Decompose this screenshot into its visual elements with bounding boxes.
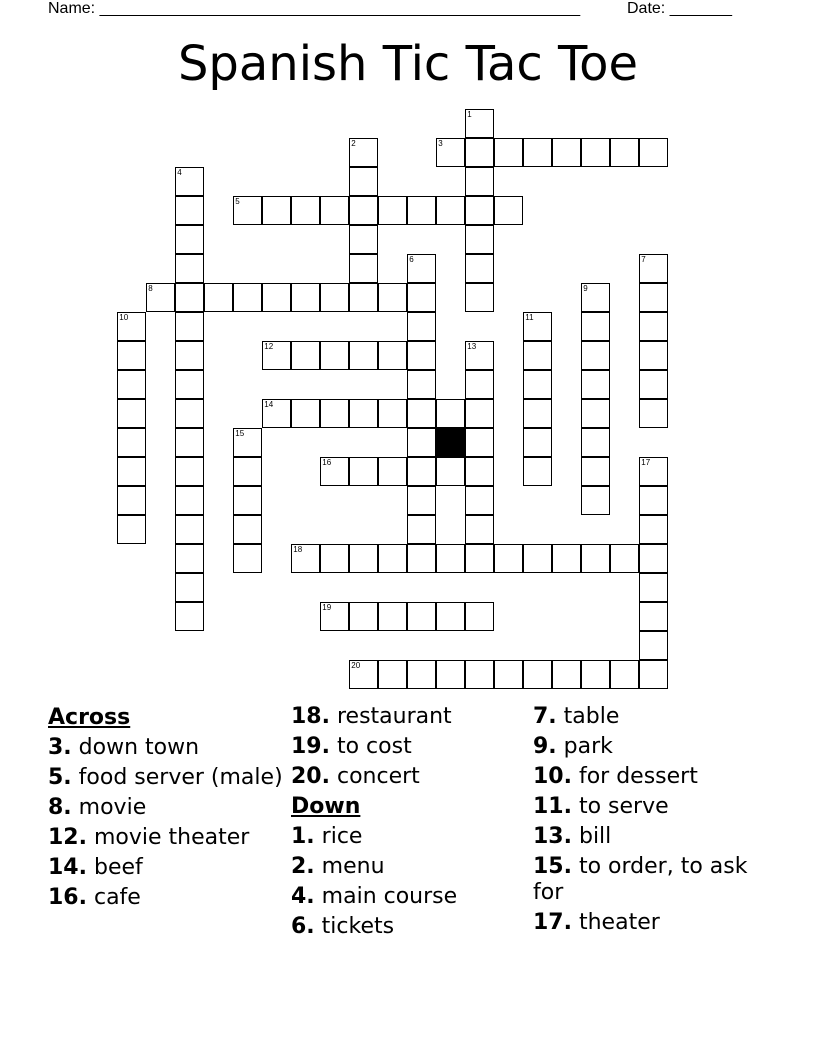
grid-cell[interactable] <box>117 428 146 457</box>
clue-number-label: 13. <box>533 824 572 849</box>
grid-cell[interactable] <box>175 515 204 544</box>
grid-cell[interactable] <box>291 544 320 573</box>
grid-cell[interactable] <box>465 428 494 457</box>
clue-number: 5 <box>235 197 240 207</box>
clue-column-1 <box>48 704 288 915</box>
grid-cell[interactable] <box>233 196 262 225</box>
grid-cell[interactable] <box>436 138 465 167</box>
grid-cell[interactable] <box>349 341 378 370</box>
grid-cell[interactable] <box>639 399 668 428</box>
grid-cell[interactable] <box>262 283 291 312</box>
grid-cell[interactable] <box>639 370 668 399</box>
clue-text: tickets <box>314 914 395 939</box>
grid-cell[interactable] <box>465 660 494 689</box>
grid-cell[interactable] <box>349 254 378 283</box>
grid-cell[interactable] <box>639 283 668 312</box>
grid-cell[interactable] <box>610 544 639 573</box>
grid-cell[interactable] <box>465 138 494 167</box>
grid-cell[interactable] <box>175 341 204 370</box>
clue-number-label: 7. <box>533 704 557 729</box>
clue-number: 12 <box>264 342 274 352</box>
clue-number-label: 2. <box>291 854 315 879</box>
grid-cell[interactable] <box>465 515 494 544</box>
clue-down-item <box>291 884 531 910</box>
clue-number: 17 <box>641 458 651 468</box>
clue-number-label: 1. <box>291 824 315 849</box>
grid-cell[interactable] <box>552 544 581 573</box>
grid-cell[interactable] <box>349 544 378 573</box>
grid-cell[interactable] <box>639 312 668 341</box>
grid-cell[interactable] <box>465 399 494 428</box>
grid-cell[interactable] <box>349 196 378 225</box>
clue-text: to order, to ask for <box>533 854 748 905</box>
clue-number: 2 <box>351 139 356 149</box>
grid-cell[interactable] <box>436 660 465 689</box>
grid-cell[interactable] <box>349 138 378 167</box>
grid-cell[interactable] <box>320 399 349 428</box>
grid-cell[interactable] <box>175 486 204 515</box>
grid-cell[interactable] <box>465 602 494 631</box>
black-cell <box>436 428 465 457</box>
clue-column-2 <box>291 704 531 944</box>
grid-cell[interactable] <box>581 486 610 515</box>
grid-cell[interactable] <box>262 196 291 225</box>
clue-across-item <box>48 885 288 911</box>
grid-cell[interactable] <box>639 254 668 283</box>
grid-cell[interactable] <box>407 399 436 428</box>
grid-cell[interactable] <box>291 196 320 225</box>
clue-number-label: 16. <box>48 885 87 910</box>
clue-across-item <box>48 855 288 881</box>
grid-cell[interactable] <box>349 167 378 196</box>
grid-cell[interactable] <box>291 283 320 312</box>
clue-number: 14 <box>264 400 274 410</box>
grid-cell[interactable] <box>175 254 204 283</box>
grid-cell[interactable] <box>175 399 204 428</box>
clue-number: 9 <box>583 284 588 294</box>
grid-cell[interactable] <box>639 573 668 602</box>
clue-across-item <box>291 734 531 760</box>
clue-across-item <box>48 825 288 851</box>
clue-number-label: 6. <box>291 914 315 939</box>
grid-cell[interactable] <box>233 457 262 486</box>
grid-cell[interactable] <box>175 167 204 196</box>
clue-text: bill <box>571 824 612 849</box>
grid-cell[interactable] <box>465 109 494 138</box>
page-title: Spanish Tic Tac Toe <box>177 36 639 92</box>
clue-across-item <box>291 764 531 790</box>
date-field[interactable]: Date: _______ <box>627 0 732 17</box>
grid-cell[interactable] <box>175 428 204 457</box>
clue-number-label: 20. <box>291 764 330 789</box>
clue-text: beef <box>86 855 143 880</box>
clue-number: 4 <box>177 168 182 178</box>
grid-cell[interactable] <box>320 283 349 312</box>
grid-cell[interactable] <box>639 515 668 544</box>
grid-cell[interactable] <box>378 660 407 689</box>
grid-cell[interactable] <box>523 370 552 399</box>
grid-cell[interactable] <box>407 428 436 457</box>
grid-cell[interactable] <box>465 370 494 399</box>
grid-cell[interactable] <box>581 138 610 167</box>
grid-cell[interactable] <box>465 167 494 196</box>
grid-cell[interactable] <box>378 457 407 486</box>
clue-number: 20 <box>351 661 361 671</box>
clue-down-item <box>291 914 531 940</box>
clue-down-item <box>533 794 773 820</box>
grid-cell[interactable] <box>233 486 262 515</box>
grid-cell[interactable] <box>117 312 146 341</box>
grid-cell[interactable] <box>465 225 494 254</box>
grid-cell[interactable] <box>378 196 407 225</box>
grid-cell[interactable] <box>407 370 436 399</box>
clue-text: movie <box>71 795 147 820</box>
grid-cell[interactable] <box>465 341 494 370</box>
grid-cell[interactable] <box>523 428 552 457</box>
grid-cell[interactable] <box>349 399 378 428</box>
clue-number: 3 <box>438 139 443 149</box>
grid-cell[interactable] <box>523 457 552 486</box>
grid-cell[interactable] <box>407 660 436 689</box>
grid-cell[interactable] <box>523 312 552 341</box>
grid-cell[interactable] <box>639 602 668 631</box>
clue-text: park <box>556 734 613 759</box>
grid-cell[interactable] <box>639 138 668 167</box>
grid-cell[interactable] <box>494 138 523 167</box>
clue-down-item <box>533 824 773 850</box>
grid-cell[interactable] <box>436 457 465 486</box>
clue-number: 6 <box>409 255 414 265</box>
clue-number-label: 8. <box>48 795 72 820</box>
clue-text: restaurant <box>329 704 452 729</box>
grid-cell[interactable] <box>349 283 378 312</box>
clue-text: table <box>556 704 620 729</box>
clue-across-item <box>291 704 531 730</box>
grid-cell[interactable] <box>117 486 146 515</box>
clue-down-item <box>533 910 773 936</box>
grid-cell[interactable] <box>639 486 668 515</box>
grid-cell[interactable] <box>349 660 378 689</box>
grid-cell[interactable] <box>378 544 407 573</box>
grid-cell[interactable] <box>465 254 494 283</box>
grid-cell[interactable] <box>117 515 146 544</box>
grid-cell[interactable] <box>175 196 204 225</box>
grid-cell[interactable] <box>175 457 204 486</box>
grid-cell[interactable] <box>552 660 581 689</box>
clue-text: theater <box>571 910 660 935</box>
clue-heading: Across <box>48 705 131 730</box>
grid-cell[interactable] <box>349 225 378 254</box>
grid-cell[interactable] <box>610 660 639 689</box>
grid-cell[interactable] <box>175 370 204 399</box>
clue-number: 18 <box>293 545 303 555</box>
grid-cell[interactable] <box>523 544 552 573</box>
grid-cell[interactable] <box>175 312 204 341</box>
clue-heading: Down <box>291 794 361 819</box>
grid-cell[interactable] <box>639 544 668 573</box>
grid-cell[interactable] <box>407 254 436 283</box>
grid-cell[interactable] <box>407 486 436 515</box>
clue-number: 15 <box>235 429 245 439</box>
grid-cell[interactable] <box>581 341 610 370</box>
grid-cell[interactable] <box>117 457 146 486</box>
clue-number: 16 <box>322 458 332 468</box>
clue-across-item <box>48 765 288 791</box>
grid-cell[interactable] <box>204 283 233 312</box>
clue-number: 1 <box>467 110 472 120</box>
grid-cell[interactable] <box>436 544 465 573</box>
clue-number-label: 12. <box>48 825 87 850</box>
clue-text: for dessert <box>571 764 698 789</box>
grid-cell[interactable] <box>465 196 494 225</box>
grid-cell[interactable] <box>465 283 494 312</box>
grid-cell[interactable] <box>407 341 436 370</box>
clue-text: food server (male) <box>71 765 283 790</box>
grid-cell[interactable] <box>233 283 262 312</box>
clue-number-label: 17. <box>533 910 572 935</box>
clue-number-label: 11. <box>533 794 572 819</box>
grid-cell[interactable] <box>407 544 436 573</box>
grid-cell[interactable] <box>117 341 146 370</box>
grid-cell[interactable] <box>581 283 610 312</box>
grid-cell[interactable] <box>378 602 407 631</box>
grid-cell[interactable] <box>610 138 639 167</box>
clue-text: down town <box>71 735 200 760</box>
clue-down-item <box>291 824 531 850</box>
clue-number-label: 19. <box>291 734 330 759</box>
grid-cell[interactable] <box>465 486 494 515</box>
clue-number-label: 4. <box>291 884 315 909</box>
grid-cell[interactable] <box>581 660 610 689</box>
clue-column-3 <box>533 704 773 940</box>
grid-cell[interactable] <box>320 602 349 631</box>
grid-cell[interactable] <box>233 428 262 457</box>
clue-number: 7 <box>641 255 646 265</box>
grid-cell[interactable] <box>175 573 204 602</box>
grid-cell[interactable] <box>291 341 320 370</box>
grid-cell[interactable] <box>494 544 523 573</box>
clue-down-item <box>291 854 531 880</box>
grid-cell[interactable] <box>436 602 465 631</box>
grid-cell[interactable] <box>117 370 146 399</box>
grid-cell[interactable] <box>175 544 204 573</box>
clue-text: rice <box>314 824 363 849</box>
grid-cell[interactable] <box>320 544 349 573</box>
clue-down-item <box>533 854 773 906</box>
grid-cell[interactable] <box>494 660 523 689</box>
grid-cell[interactable] <box>581 312 610 341</box>
grid-cell[interactable] <box>581 399 610 428</box>
grid-cell[interactable] <box>117 399 146 428</box>
grid-cell[interactable] <box>378 341 407 370</box>
clue-text: to serve <box>571 794 669 819</box>
grid-cell[interactable] <box>552 138 581 167</box>
grid-cell[interactable] <box>407 602 436 631</box>
grid-cell[interactable] <box>581 428 610 457</box>
clue-text: to cost <box>329 734 412 759</box>
clue-number: 8 <box>148 284 153 294</box>
grid-cell[interactable] <box>146 283 175 312</box>
clue-down-item <box>533 734 773 760</box>
grid-cell[interactable] <box>175 602 204 631</box>
clue-text: concert <box>329 764 420 789</box>
clue-text: main course <box>314 884 458 909</box>
grid-cell[interactable] <box>378 399 407 428</box>
grid-cell[interactable] <box>523 138 552 167</box>
grid-cell[interactable] <box>262 341 291 370</box>
clue-text: menu <box>314 854 385 879</box>
grid-cell[interactable] <box>233 515 262 544</box>
clue-number-label: 10. <box>533 764 572 789</box>
clue-down-item <box>533 704 773 730</box>
grid-cell[interactable] <box>494 196 523 225</box>
grid-cell[interactable] <box>320 457 349 486</box>
grid-cell[interactable] <box>523 341 552 370</box>
grid-cell[interactable] <box>581 544 610 573</box>
grid-cell[interactable] <box>581 457 610 486</box>
grid-cell[interactable] <box>349 457 378 486</box>
clue-number: 13 <box>467 342 477 352</box>
grid-cell[interactable] <box>639 341 668 370</box>
grid-cell[interactable] <box>262 399 291 428</box>
clue-number: 11 <box>525 313 534 323</box>
clue-across-item <box>48 795 288 821</box>
grid-cell[interactable] <box>465 544 494 573</box>
grid-cell[interactable] <box>436 399 465 428</box>
clue-across-item <box>48 735 288 761</box>
grid-cell[interactable] <box>465 457 494 486</box>
grid-cell[interactable] <box>175 225 204 254</box>
clue-text: movie theater <box>86 825 250 850</box>
clue-number: 19 <box>322 603 332 613</box>
grid-cell[interactable] <box>175 283 204 312</box>
grid-cell[interactable] <box>407 515 436 544</box>
clue-number-label: 9. <box>533 734 557 759</box>
grid-cell[interactable] <box>233 544 262 573</box>
grid-cell[interactable] <box>407 196 436 225</box>
grid-cell[interactable] <box>291 399 320 428</box>
grid-cell[interactable] <box>523 399 552 428</box>
grid-cell[interactable] <box>407 457 436 486</box>
grid-cell[interactable] <box>639 660 668 689</box>
clue-number: 10 <box>119 313 129 323</box>
clue-number-label: 18. <box>291 704 330 729</box>
clue-number-label: 14. <box>48 855 87 880</box>
grid-cell[interactable] <box>523 660 552 689</box>
name-field[interactable]: Name: ______________________________________________________ <box>48 0 581 17</box>
clue-number-label: 3. <box>48 735 72 760</box>
grid-cell[interactable] <box>320 341 349 370</box>
grid-cell[interactable] <box>436 196 465 225</box>
clue-down-item <box>533 764 773 790</box>
grid-cell[interactable] <box>349 602 378 631</box>
grid-cell[interactable] <box>378 283 407 312</box>
clue-text: cafe <box>86 885 141 910</box>
grid-cell[interactable] <box>407 312 436 341</box>
grid-cell[interactable] <box>581 370 610 399</box>
grid-cell[interactable] <box>407 283 436 312</box>
grid-cell[interactable] <box>639 457 668 486</box>
grid-cell[interactable] <box>639 631 668 660</box>
clue-number-label: 15. <box>533 854 572 879</box>
grid-cell[interactable] <box>320 196 349 225</box>
clue-number-label: 5. <box>48 765 72 790</box>
